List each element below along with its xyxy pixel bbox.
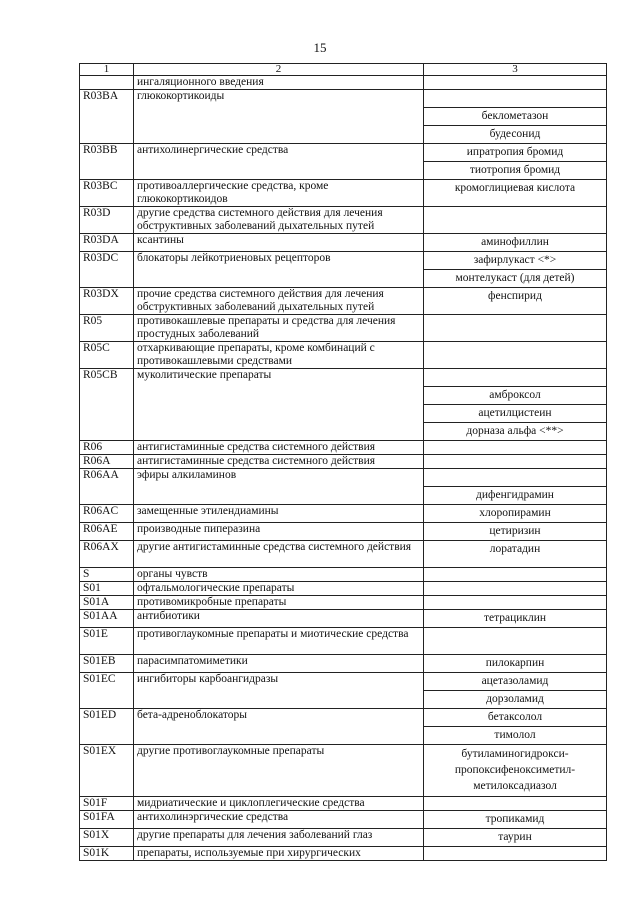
atc-code-cell: S01E xyxy=(80,628,134,655)
table-row xyxy=(80,568,607,582)
drug-name: бетаксолол xyxy=(424,709,606,727)
drug-names-cell xyxy=(424,76,607,90)
drug-name: пилокарпин xyxy=(485,657,545,669)
atc-code-cell: S01ED xyxy=(80,709,134,745)
table-row xyxy=(80,610,607,628)
table-header xyxy=(80,64,607,76)
drug-name: амброксол xyxy=(424,387,606,405)
group-name-cell xyxy=(134,541,424,568)
table-row xyxy=(80,523,607,541)
group-name-cell xyxy=(134,829,424,847)
table-row xyxy=(80,582,607,596)
table-row xyxy=(80,797,607,811)
group-name-cell xyxy=(134,847,424,861)
atc-code-cell: S xyxy=(80,568,134,582)
table-row xyxy=(80,90,607,144)
atc-code-cell: S01 xyxy=(80,582,134,596)
table-row xyxy=(80,709,607,745)
table-row xyxy=(80,144,607,180)
drug-names-cell xyxy=(424,568,607,582)
group-name: другие средства системного действия для лечения обструктивных заболеваний дыхательных путей xyxy=(137,207,383,232)
drug-names-cell xyxy=(424,673,607,709)
atc-code-cell: S01K xyxy=(80,847,134,861)
drug-name: беклометазон xyxy=(424,108,606,126)
group-name: эфиры алкиламинов xyxy=(137,469,237,481)
group-name: ингаляционного введения xyxy=(137,76,264,88)
group-name: парасимпатомиметики xyxy=(137,655,248,667)
group-name: антихолинергические средства xyxy=(137,144,289,156)
drug-name xyxy=(424,469,606,487)
group-name-cell xyxy=(134,288,424,315)
table-row xyxy=(80,342,607,369)
table-row xyxy=(80,811,607,829)
atc-code-cell xyxy=(80,76,134,90)
atc-code-cell: R03BA xyxy=(80,90,134,144)
atc-code-cell: R05C xyxy=(80,342,134,369)
table-row xyxy=(80,505,607,523)
drug-names-cell xyxy=(424,342,607,369)
group-name: органы чувств xyxy=(137,568,208,580)
group-name-cell xyxy=(134,655,424,673)
group-name-cell xyxy=(134,469,424,505)
atc-code-cell: R06AA xyxy=(80,469,134,505)
drug-name: ацетазоламид xyxy=(424,673,606,691)
drug-name: кромоглициевая кислота xyxy=(454,182,576,194)
group-name-cell xyxy=(134,342,424,369)
group-name-cell xyxy=(134,811,424,829)
atc-code-cell: R03BC xyxy=(80,180,134,207)
table-row xyxy=(80,252,607,288)
group-name: глюкокортикоиды xyxy=(137,90,225,102)
drug-name: тетрациклин xyxy=(483,612,547,624)
drug-names-cell xyxy=(424,582,607,596)
group-name: противомикробные препараты xyxy=(137,596,287,608)
drug-names-cell xyxy=(424,709,607,745)
table-row xyxy=(80,847,607,861)
drug-name: будесонид xyxy=(489,128,541,140)
table-row xyxy=(80,628,607,655)
group-name-cell xyxy=(134,523,424,541)
drug-name: бутиламиногидрокси-пропоксифеноксиметил-метилоксадиазол xyxy=(454,748,576,792)
column-header-1: 1 xyxy=(80,64,134,76)
drug-names-cell xyxy=(424,455,607,469)
table-row xyxy=(80,207,607,234)
group-name: ксантины xyxy=(137,234,184,246)
group-name-cell xyxy=(134,252,424,288)
table-body xyxy=(80,76,607,861)
drug-names-cell xyxy=(424,745,607,797)
drug-names-cell xyxy=(424,288,607,315)
atc-code-cell: S01AA xyxy=(80,610,134,628)
atc-code-cell: R06 xyxy=(80,441,134,455)
group-name-cell xyxy=(134,180,424,207)
table-row xyxy=(80,234,607,252)
group-name-cell xyxy=(134,797,424,811)
atc-code-cell: R05 xyxy=(80,315,134,342)
column-header-2: 2 xyxy=(134,64,424,76)
group-name-cell xyxy=(134,207,424,234)
table-row xyxy=(80,288,607,315)
group-name-cell xyxy=(134,90,424,144)
group-name: бета-адреноблокаторы xyxy=(137,709,247,721)
drug-names-cell xyxy=(424,847,607,861)
group-name: противокашлевые препараты и средства для лечения простудных заболеваний xyxy=(137,315,396,340)
atc-code-cell: R03DA xyxy=(80,234,134,252)
table-row xyxy=(80,469,607,505)
drug-names-cell xyxy=(424,180,607,207)
table-row xyxy=(80,745,607,797)
group-name: ингибиторы карбоангидразы xyxy=(137,673,279,685)
table-row xyxy=(80,369,607,441)
table-row xyxy=(80,673,607,709)
drug-name: тропикамид xyxy=(485,813,545,825)
drug-name: ацетилцистеин xyxy=(424,405,606,423)
page-number: 15 xyxy=(313,40,327,55)
drug-names-cell xyxy=(424,90,607,144)
table-row xyxy=(80,655,607,673)
group-name: другие противоглаукомные препараты xyxy=(137,745,325,757)
group-name: антибиотики xyxy=(137,610,200,622)
group-name: противоаллергические средства, кроме глюкокортикоидов xyxy=(137,180,329,205)
column-header-3: 3 xyxy=(424,64,607,76)
atc-code-cell: S01F xyxy=(80,797,134,811)
group-name-cell xyxy=(134,582,424,596)
drug-names-cell xyxy=(424,441,607,455)
drug-names-cell xyxy=(424,655,607,673)
drug-name: хлоропирамин xyxy=(479,507,551,519)
drug-name: дорзоламид xyxy=(486,693,544,705)
drug-names-cell xyxy=(424,469,607,505)
atc-code-cell: S01X xyxy=(80,829,134,847)
drug-name: дорназа альфа <**> xyxy=(466,425,564,437)
group-name-cell xyxy=(134,76,424,90)
atc-code-cell: S01A xyxy=(80,596,134,610)
group-name-cell xyxy=(134,568,424,582)
table-row xyxy=(80,180,607,207)
group-name: замещенные этилендиамины xyxy=(137,505,279,517)
group-name: другие антигистаминные средства системного действия xyxy=(137,541,412,553)
group-name-cell xyxy=(134,709,424,745)
drug-names-cell xyxy=(424,252,607,288)
drug-name: дифенгидрамин xyxy=(476,489,554,501)
atc-code-cell: R03DC xyxy=(80,252,134,288)
drug-name: фенспирид xyxy=(488,290,542,302)
group-name-cell xyxy=(134,610,424,628)
group-name: офтальмологические препараты xyxy=(137,582,295,594)
drug-name: монтелукаст (для детей) xyxy=(455,272,575,284)
group-name-cell xyxy=(134,369,424,441)
drug-names-cell xyxy=(424,315,607,342)
drug-names-cell xyxy=(424,797,607,811)
drug-name: лоратадин xyxy=(489,543,541,555)
group-name-cell xyxy=(134,315,424,342)
drug-names-cell xyxy=(424,610,607,628)
atc-code-cell: R06AC xyxy=(80,505,134,523)
atc-code-cell: R03D xyxy=(80,207,134,234)
drug-names-cell xyxy=(424,144,607,180)
group-name: прочие средства системного действия для лечения обструктивных заболеваний дыхательных путей xyxy=(137,288,384,313)
group-name-cell xyxy=(134,441,424,455)
atc-code-cell: R06A xyxy=(80,455,134,469)
group-name-cell xyxy=(134,745,424,797)
atc-code-cell: R05CB xyxy=(80,369,134,441)
table-row xyxy=(80,455,607,469)
table-row xyxy=(80,441,607,455)
drug-names-cell xyxy=(424,596,607,610)
drug-names-cell xyxy=(424,811,607,829)
drug-names-cell xyxy=(424,829,607,847)
drug-names-cell xyxy=(424,505,607,523)
drug-names-cell xyxy=(424,523,607,541)
group-name: муколитические препараты xyxy=(137,369,272,381)
table-row xyxy=(80,315,607,342)
group-name: мидриатические и циклоплегические средства xyxy=(137,797,365,809)
group-name-cell xyxy=(134,628,424,655)
table-row xyxy=(80,541,607,568)
atc-code-cell: R06AX xyxy=(80,541,134,568)
drug-classification-table xyxy=(79,63,607,861)
group-name: препараты, используемые при хирургических xyxy=(137,847,361,859)
drug-name: цетиризин xyxy=(489,525,541,537)
group-name: производные пиперазина xyxy=(137,523,261,535)
drug-name: аминофиллин xyxy=(481,236,549,248)
group-name: антигистаминные средства системного действия xyxy=(137,441,376,453)
atc-code-cell: R03BB xyxy=(80,144,134,180)
table-row xyxy=(80,829,607,847)
group-name-cell xyxy=(134,234,424,252)
atc-code-cell: S01EB xyxy=(80,655,134,673)
group-name: блокаторы лейкотриеновых рецепторов xyxy=(137,252,331,264)
atc-code-cell: R06AE xyxy=(80,523,134,541)
table-row xyxy=(80,596,607,610)
drug-name: зафирлукаст <*> xyxy=(424,252,606,270)
drug-name: ипратропия бромид xyxy=(424,144,606,162)
drug-name: таурин xyxy=(498,831,532,843)
group-name: другие препараты для лечения заболеваний глаз xyxy=(137,829,373,841)
group-name-cell xyxy=(134,455,424,469)
group-name: антихолинэргические средства xyxy=(137,811,289,823)
group-name: отхаркивающие препараты, кроме комбинаций с противокашлевыми средствами xyxy=(137,342,375,367)
group-name: противоглаукомные препараты и миотические средства xyxy=(137,628,409,640)
group-name-cell xyxy=(134,596,424,610)
drug-name xyxy=(424,90,606,108)
group-name: антигистаминные средства системного действия xyxy=(137,455,376,467)
drug-name xyxy=(424,369,606,387)
drug-names-cell xyxy=(424,628,607,655)
group-name-cell xyxy=(134,505,424,523)
atc-code-cell: S01EC xyxy=(80,673,134,709)
atc-code-cell: R03DX xyxy=(80,288,134,315)
drug-name: тиотропия бромид xyxy=(469,164,561,176)
atc-code-cell: S01EX xyxy=(80,745,134,797)
group-name-cell xyxy=(134,673,424,709)
group-name-cell xyxy=(134,144,424,180)
drug-names-cell xyxy=(424,207,607,234)
drug-names-cell xyxy=(424,541,607,568)
table-row xyxy=(80,76,607,90)
atc-code-cell: S01FA xyxy=(80,811,134,829)
drug-names-cell xyxy=(424,369,607,441)
drug-names-cell xyxy=(424,234,607,252)
drug-name: тимолол xyxy=(494,729,536,741)
